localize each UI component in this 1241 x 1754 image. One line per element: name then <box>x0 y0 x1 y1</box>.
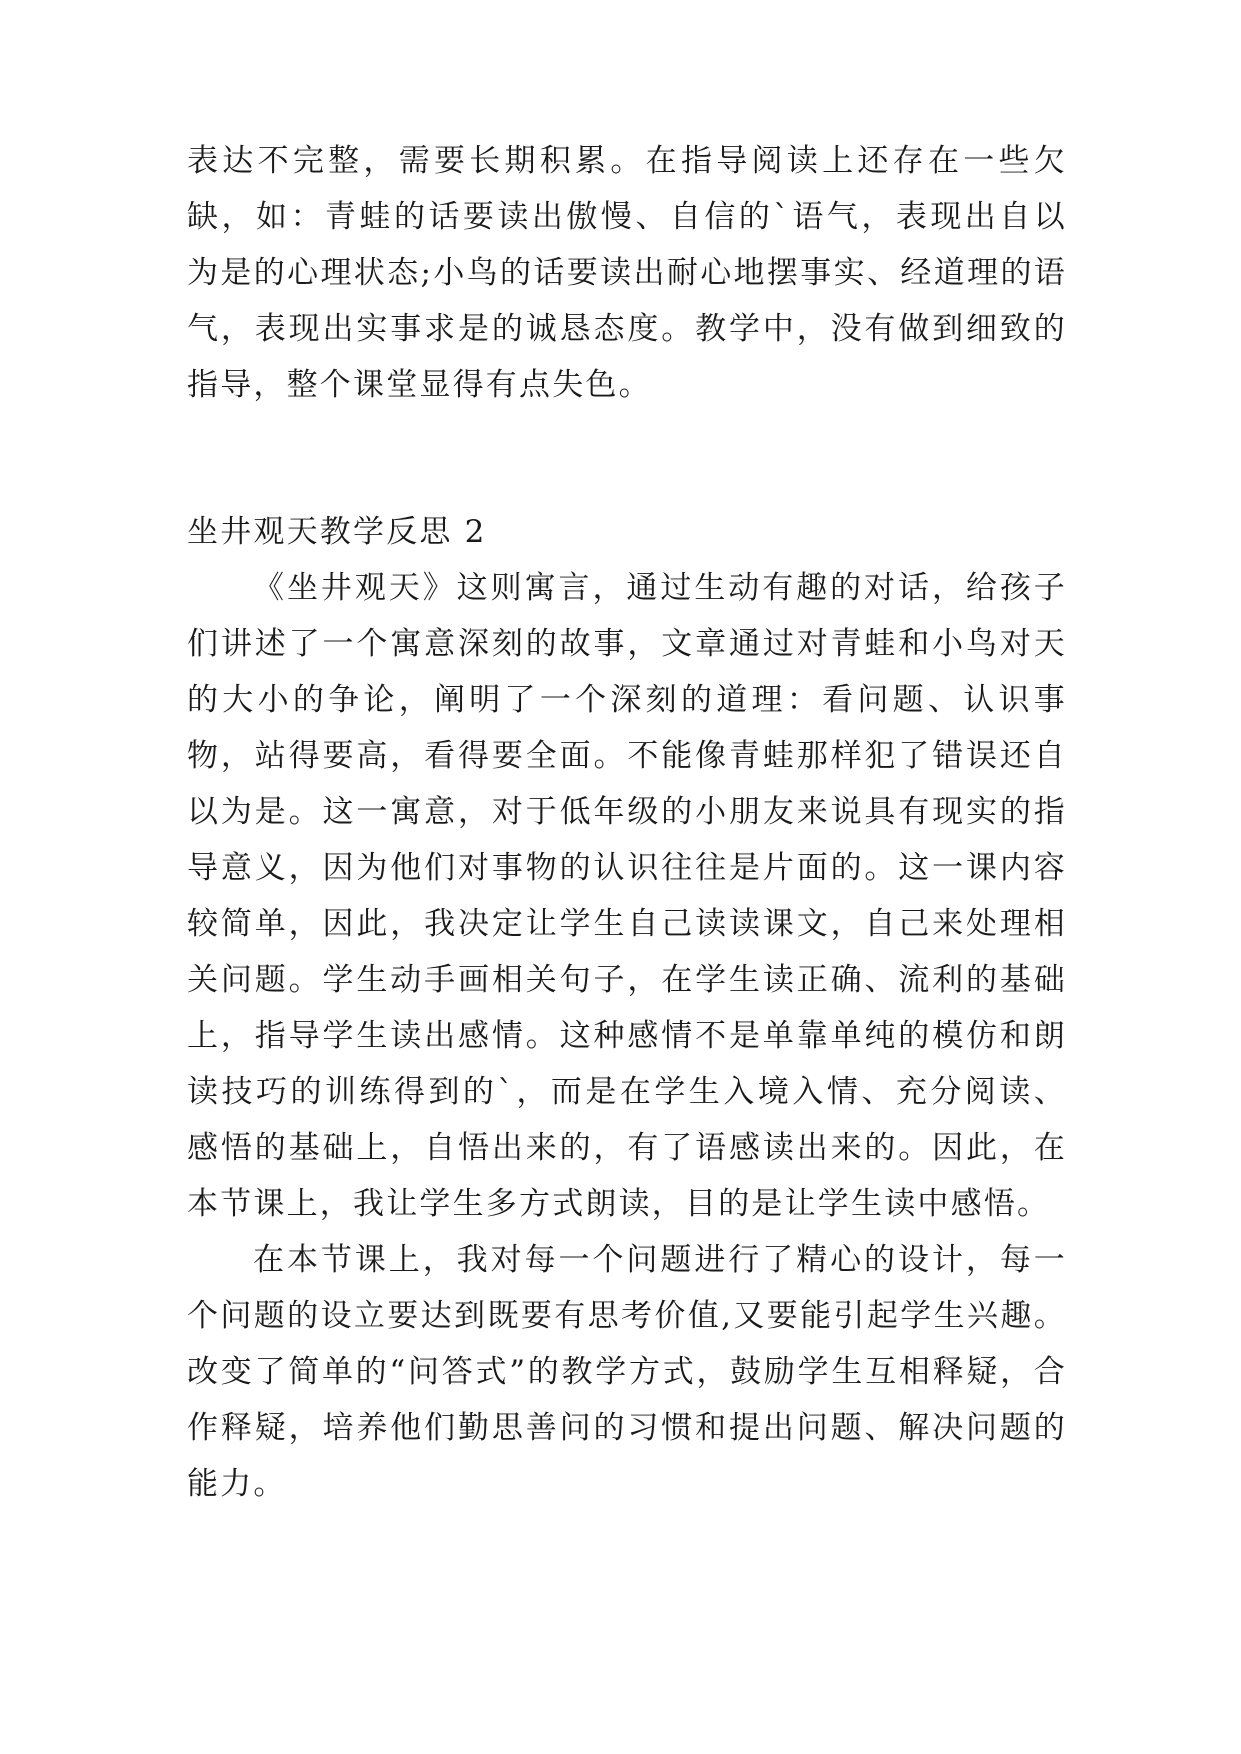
reflection-section <box>187 504 1067 1512</box>
continuation-section <box>187 133 1067 413</box>
body-paragraph-1: 《坐井观天》这则寓言，通过生动有趣的对话，给孩子们讲述了一个寓意深刻的故事，文章通过对青蛙和小鸟对天的大小的争论，阐明了一个深刻的道理：看问题、认识事物，站得要高，看得要全面。不能像青蛙那样犯了错误还自以为是。这一寓意，对于低年级的小朋友来说具有现实的指导意义，因为他们对事物的认识往往是片面的。这一课内容较简单，因此，我决定让学生自己读读课文，自己来处理相关问题。学生动手画相关句子，在学生读正确、流利的基础上，指导学生读出感情。这种感情不是单靠单纯的模仿和朗读技巧的训练得到的`，而是在学生入境入情、充分阅读、感悟的基础上，自悟出来的，有了语感读出来的。因此，在本节课上，我让学生多方式朗读，目的是让学生读中感悟。 <box>187 570 1067 1222</box>
body-paragraph-2: 在本节课上，我对每一个问题进行了精心的设计，每一个问题的设立要达到既要有思考价值,又要能引起学生兴趣。改变了简单的“问答式”的教学方式，鼓励学生互相释疑，合作释疑，培养他们勤思善问的习惯和提出问题、解决问题的能力。 <box>187 1242 1067 1502</box>
continuation-paragraph: 表达不完整，需要长期积累。在指导阅读上还存在一些欠缺，如：青蛙的话要读出傲慢、自信的`语气，表现出自以为是的心理状态;小鸟的话要读出耐心地摆事实、经道理的语气，表现出实事求是的诚恳态度。教学中，没有做到细致的指导，整个课堂显得有点失色。 <box>187 143 1067 403</box>
section-title: 坐井观天教学反思 2 <box>187 514 487 550</box>
